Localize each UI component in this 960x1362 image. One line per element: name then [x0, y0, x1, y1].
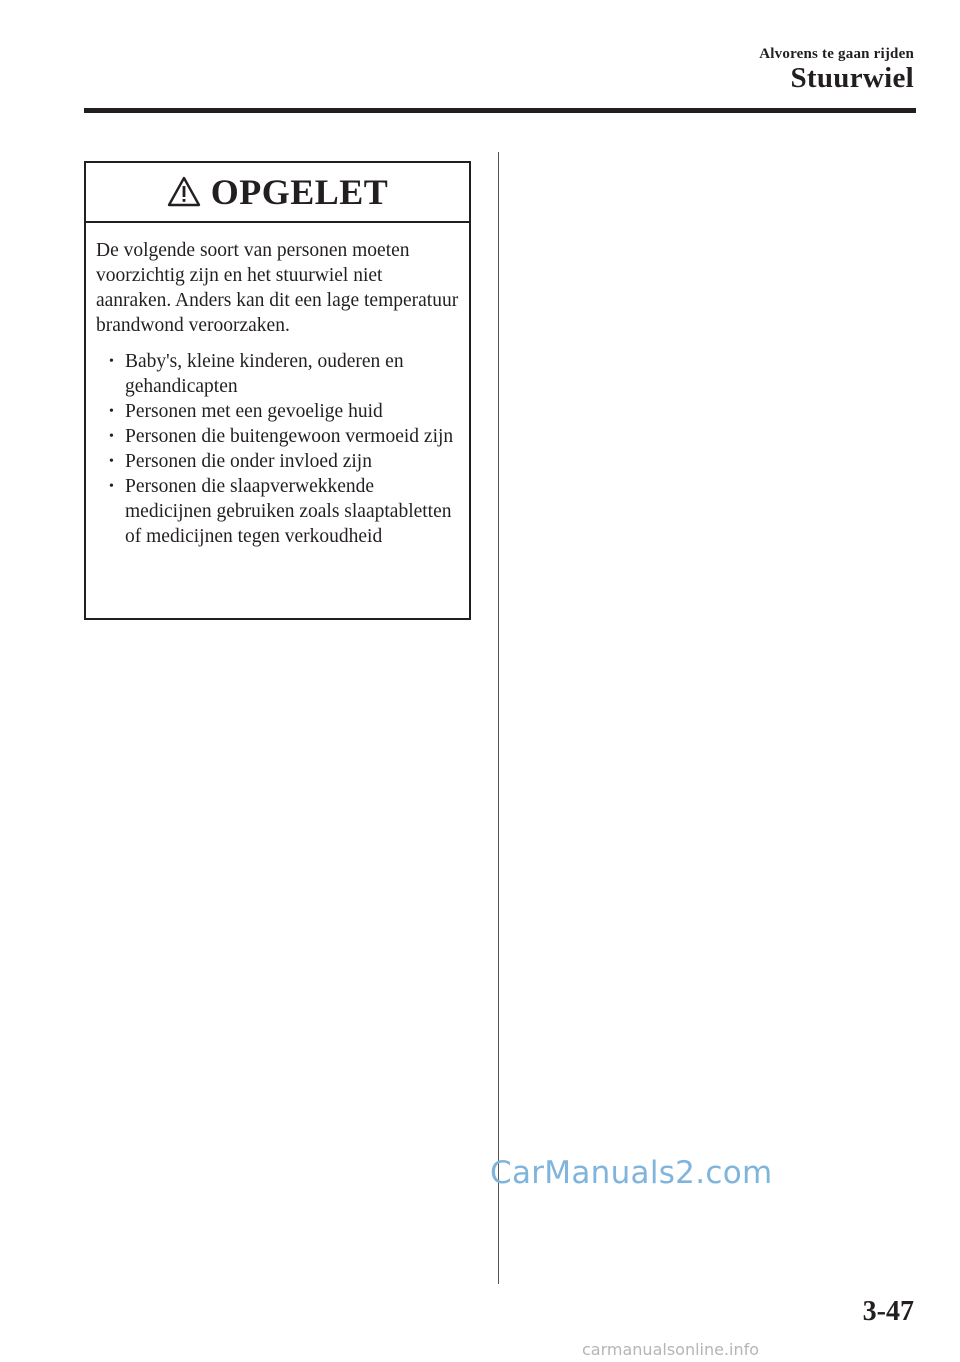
- section-label: Alvorens te gaan rijden: [759, 46, 914, 62]
- bullet-icon: •: [109, 479, 114, 494]
- list-item: • Personen die slaapverwekkende medicijnen gebruiken zoals slaaptabletten of medicijnen tegen verkoudheid: [109, 476, 452, 547]
- page-title: Stuurwiel: [790, 62, 914, 94]
- bullet-icon: •: [109, 354, 114, 369]
- list-item: • Baby's, kleine kinderen, ouderen en gehandicapten: [109, 351, 404, 397]
- caution-body: [86, 223, 469, 549]
- list-item: • Personen die onder invloed zijn: [109, 451, 372, 472]
- footer-site-link[interactable]: carmanualsonline.info: [582, 1340, 760, 1359]
- bullet-icon: •: [109, 429, 114, 444]
- caution-box: [84, 161, 471, 620]
- column-divider: [498, 152, 499, 1284]
- caution-list: [96, 349, 461, 549]
- warning-triangle-icon: [167, 176, 201, 207]
- caution-title: OPGELET: [210, 172, 389, 212]
- bullet-icon: •: [109, 404, 114, 419]
- caution-header: [86, 163, 469, 223]
- list-item: • Personen die buitengewoon vermoeid zijn: [109, 426, 454, 447]
- caution-intro: De volgende soort van personen moeten voorzichtig zijn en het stuurwiel niet aanraken. Anders kan dit een lage temperatuur brandwond veroorzaken.: [96, 240, 459, 336]
- list-item: • Personen met een gevoelige huid: [109, 401, 383, 422]
- bullet-icon: •: [109, 454, 114, 469]
- page-number: 3-47: [862, 1296, 914, 1327]
- header-divider: [84, 108, 916, 113]
- watermark-link[interactable]: CarManuals2.com: [490, 1155, 773, 1191]
